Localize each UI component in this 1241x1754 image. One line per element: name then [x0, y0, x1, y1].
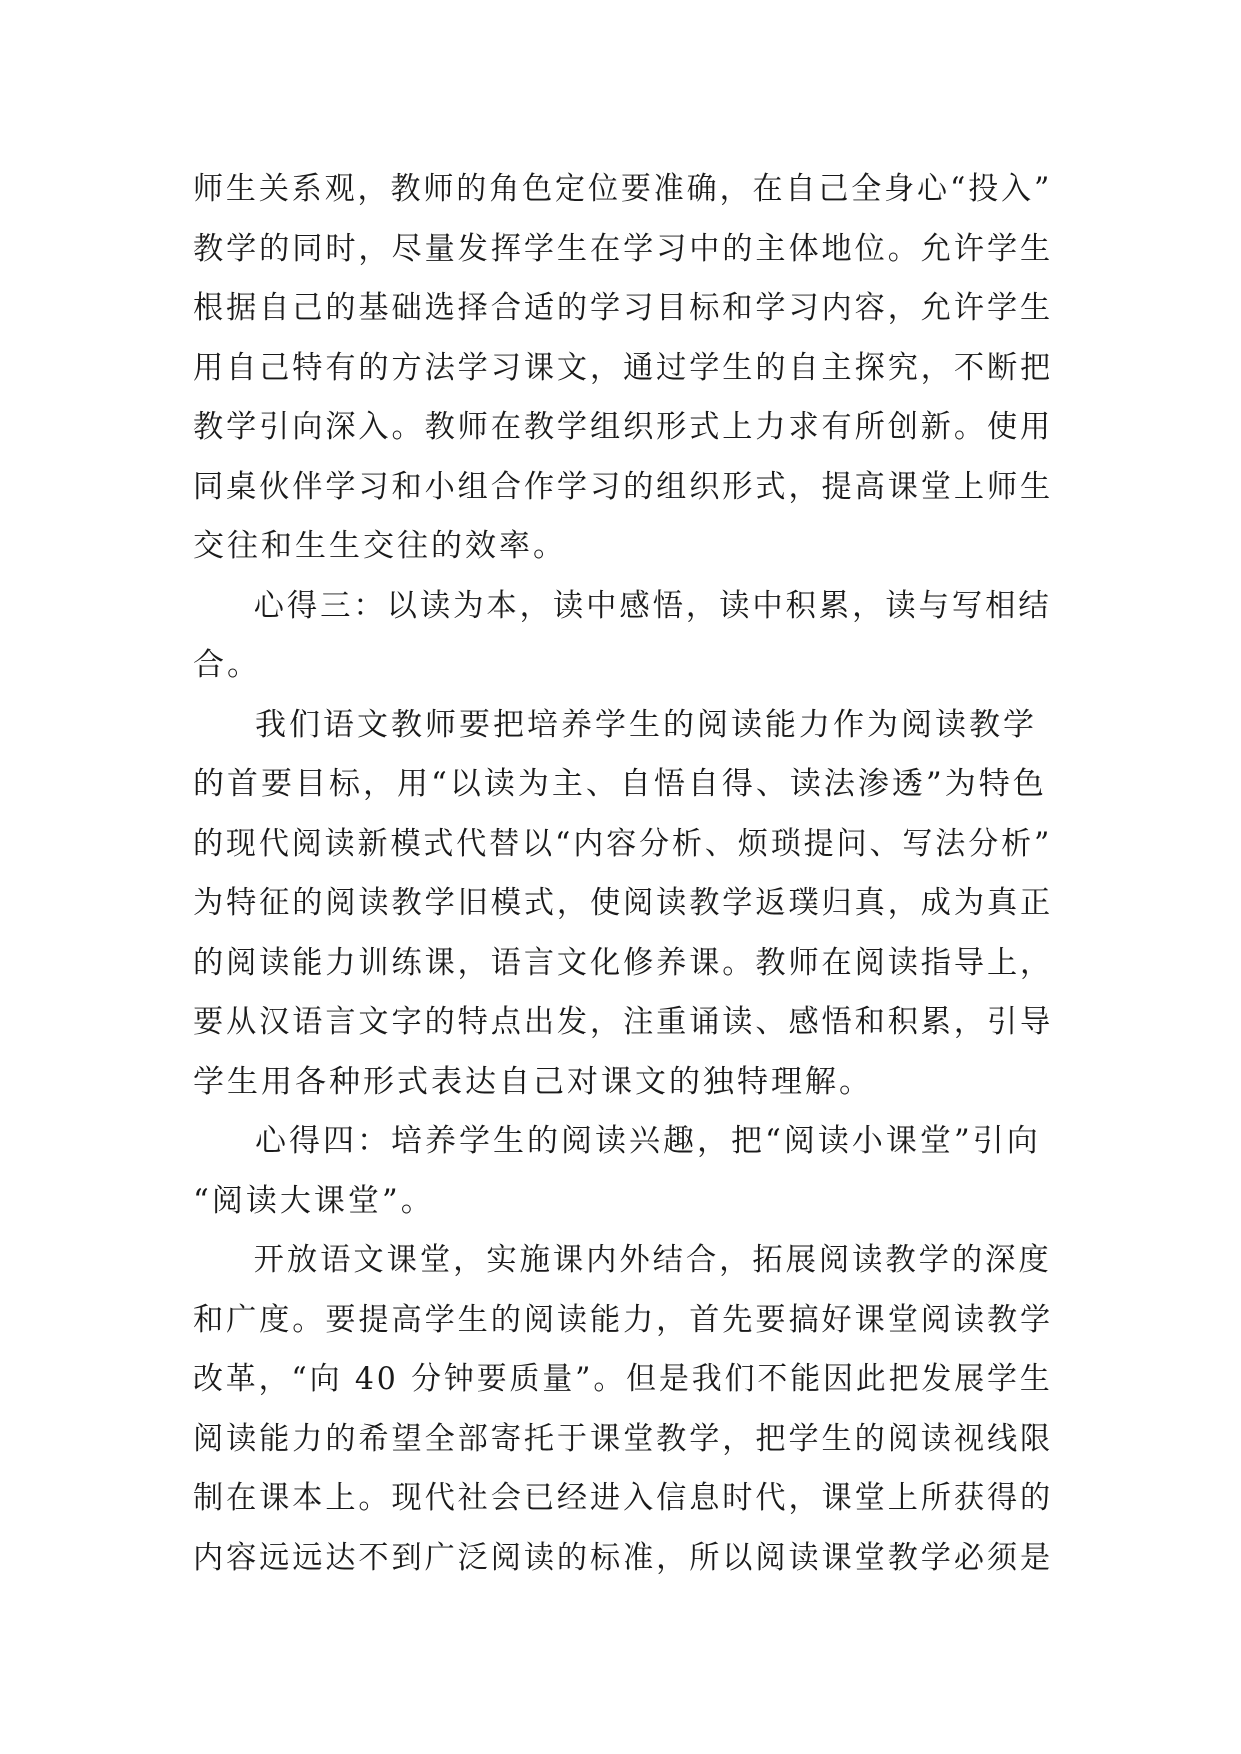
text-line: 同桌伙伴学习和小组合作学习的组织形式，提高课堂上师生 — [193, 468, 1054, 505]
text-line: 阅读能力的希望全部寄托于课堂教学，把学生的阅读视线限 — [193, 1420, 1054, 1457]
text-line: 心得四：培养学生的阅读兴趣，把“阅读小课堂”引向 — [255, 1123, 1041, 1159]
text-line: 的首要目标，用“以读为主、自悟自得、读法渗透”为特色 — [193, 766, 1047, 802]
text-line: 教学的同时，尽量发挥学生在学习中的主体地位。允许学生 — [193, 230, 1054, 267]
text-line: 根据自己的基础选择合适的学习目标和学习内容，允许学生 — [193, 290, 1054, 326]
text-line: 开放语文课堂，实施课内外结合，拓展阅读教学的深度 — [253, 1242, 1052, 1278]
text-line: 教学引向深入。教师在教学组织形式上力求有所创新。使用 — [193, 409, 1054, 445]
text-line: 交往和生生交往的效率。 — [193, 528, 567, 564]
text-line: 制在课本上。现代社会已经进入信息时代，课堂上所获得的 — [193, 1480, 1054, 1516]
text-line: 心得三：以读为本，读中感悟，读中积累，读与写相结 — [253, 587, 1052, 624]
text-line: 和广度。要提高学生的阅读能力，首先要搞好课堂阅读教学 — [193, 1301, 1054, 1338]
text-line: 内容远远达不到广泛阅读的标准，所以阅读课堂教学必须是 — [193, 1539, 1054, 1576]
text-line: 合。 — [193, 647, 261, 683]
text-line: 为特征的阅读教学旧模式，使阅读教学返璞归真，成为真正 — [193, 885, 1054, 921]
text-line: 用自己特有的方法学习课文，通过学生的自主探究，不断把 — [193, 349, 1054, 386]
text-line: 学生用各种形式表达自己对课文的独特理解。 — [193, 1063, 873, 1100]
text-line: 的现代阅读新模式代替以“内容分析、烦琐提问、写法分析” — [193, 825, 1053, 862]
text-line: 师生关系观，教师的角色定位要准确，在自己全身心“投入” — [193, 171, 1053, 207]
text-line: 的阅读能力训练课，语言文化修养课。教师在阅读指导上， — [193, 944, 1054, 981]
text-line: 改革，“向 40 分钟要质量”。但是我们不能因此把发展学生 — [193, 1361, 1053, 1397]
text-line: 我们语文教师要把培养学生的阅读能力作为阅读教学 — [255, 706, 1037, 743]
text-line: “阅读大课堂”。 — [193, 1182, 435, 1219]
text-line: 要从汉语言文字的特点出发，注重诵读、感悟和积累，引导 — [193, 1004, 1054, 1040]
body-text — [193, 160, 1053, 1588]
